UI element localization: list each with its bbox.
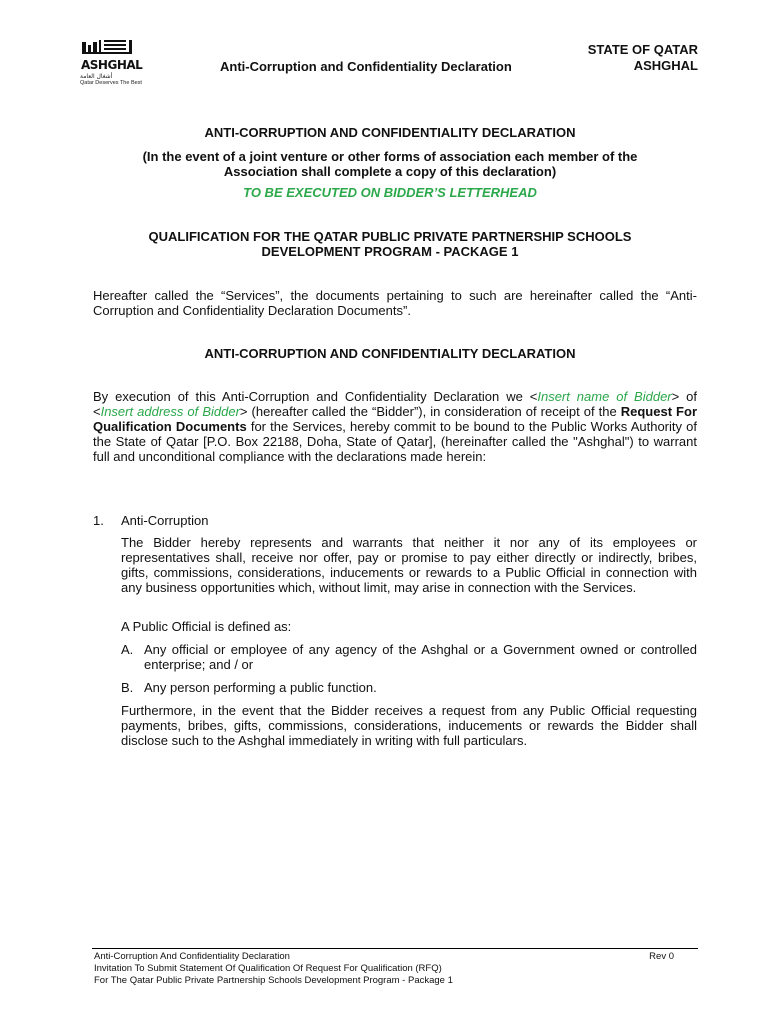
item-b-text: Any person performing a public function. (144, 680, 377, 695)
footer-line-3: For The Qatar Public Private Partnership Schools Development Program - Package 1 (94, 975, 453, 986)
footer-revision: Rev 0 (649, 951, 674, 962)
clause-paragraph-2: Furthermore, in the event that the Bidder receives a request from any Public Official requesting payments, bribes, gifts, commissions, considerations, inducements or rewards the Bidder shall disclose such to the Ashghal immediately in writing with full particulars. (121, 703, 697, 748)
logo-tagline: Qatar Deserves The Best (80, 80, 142, 86)
rfq-documents-bold: Request For Qualification Documents (93, 404, 698, 434)
ashghal-logo-icon (80, 38, 148, 72)
item-a-label: A. (121, 642, 134, 657)
page-title: ANTI-CORRUPTION AND CONFIDENTIALITY DECLARATION (204, 125, 576, 140)
logo-arabic-text: أشغال العامة (80, 73, 113, 80)
joint-venture-note (80, 149, 700, 179)
header-organization (588, 42, 698, 74)
intro-paragraph: Hereafter called the “Services”, the documents pertaining to such are hereinafter called the “Anti-Corruption and Confidentiality Declaration Documents”. (93, 288, 697, 318)
org-line-2: ASHGHAL (633, 58, 698, 73)
item-b-label: B. (121, 680, 134, 695)
org-line-1: STATE OF QATAR (587, 42, 698, 57)
declaration-text: for the Services, hereby commit to be bound to the Public Works Authority of the State of Qatar [P.O. Box 22188, Doha, State of Qatar], (hereinafter called the "Ashghal") to warrant full and unconditional compliance with the declarations made herein: (93, 419, 697, 464)
declaration-text: By execution of this Anti-Corruption and Confidentiality Declaration we < (93, 389, 538, 404)
note-line-2: Association shall complete a copy of this declaration) (223, 164, 557, 179)
clause-paragraph-1: The Bidder hereby represents and warrants that neither it nor any of its employees or representatives shall, receive nor offer, pay or promise to pay either directly or indirectly, bribes, gifts, commissions, considerations, inducements or rewards to a Public Official in connection with any business opportunities which, without limit, may arise in connection with the Services. (121, 535, 697, 595)
footer-divider (92, 948, 698, 949)
insert-bidder-name: Insert name of Bidder (537, 389, 672, 404)
insert-bidder-address: Insert address of Bidder (100, 404, 240, 419)
qualification-heading (80, 229, 700, 259)
clause-title: Anti-Corruption (121, 513, 209, 528)
ashghal-logo (80, 38, 150, 87)
letterhead-instruction: TO BE EXECUTED ON BIDDER’S LETTERHEAD (243, 185, 537, 200)
declaration-text: > (hereafter called the “Bidder”), in consideration of receipt of the (239, 404, 621, 419)
public-official-definition: A Public Official is defined as: (121, 619, 292, 634)
header-doc-title: Anti-Corruption and Confidentiality Declaration (220, 59, 512, 74)
footer-line-1: Anti-Corruption And Confidentiality Declaration (94, 951, 290, 962)
qualification-line-1: QUALIFICATION FOR THE QATAR PUBLIC PRIVATE PARTNERSHIP SCHOOLS (148, 229, 632, 244)
item-a-text: Any official or employee of any agency of the Ashghal or a Government owned or controlled enterprise; and / or (144, 642, 697, 672)
page-footer (94, 951, 694, 987)
clause-number: 1. (93, 513, 104, 528)
declaration-text: > of < (93, 389, 697, 419)
declaration-paragraph (93, 389, 697, 464)
footer-line-2: Invitation To Submit Statement Of Qualification Of Request For Qualification (RFQ) (94, 963, 442, 974)
note-line-1: (In the event of a joint venture or other forms of association each member of the (142, 149, 638, 164)
qualification-line-2: DEVELOPMENT PROGRAM - PACKAGE 1 (261, 244, 519, 259)
section-title: ANTI-CORRUPTION AND CONFIDENTIALITY DECLARATION (204, 346, 576, 361)
svg-text:ASHGHAL: ASHGHAL (81, 58, 143, 72)
